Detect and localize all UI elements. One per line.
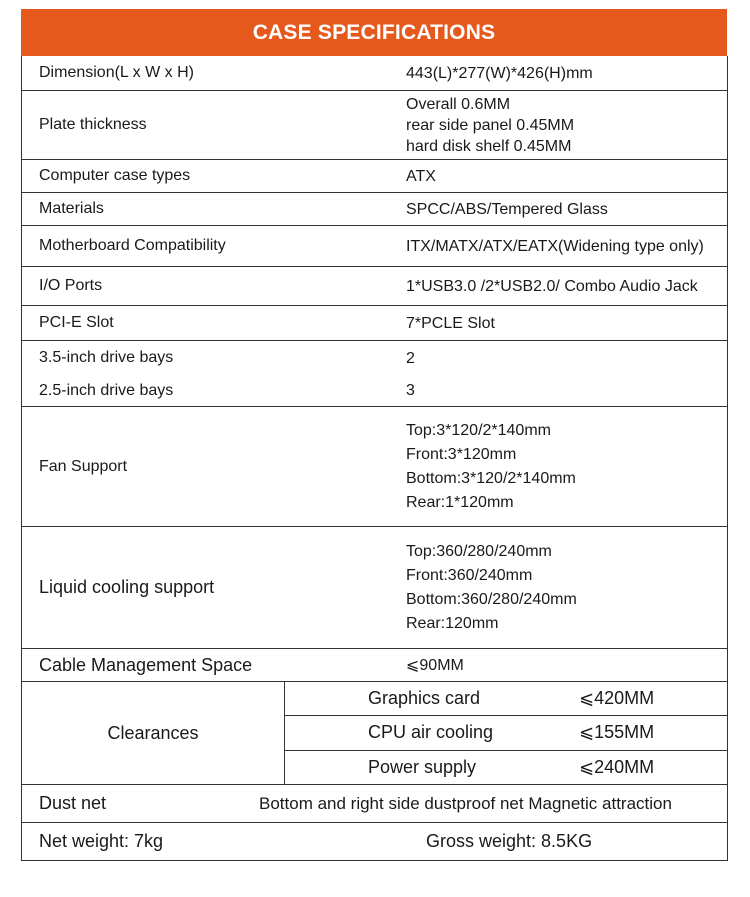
case-type-label: Computer case types: [39, 167, 191, 184]
table-header: [21, 9, 727, 56]
pcie-label: PCI-E Slot: [39, 314, 114, 331]
row-fan: [22, 406, 727, 526]
bay25-value: 3: [406, 382, 415, 399]
dimension-value: 443(L)*277(W)*426(H)mm: [406, 64, 593, 82]
plate-line: rear side panel 0.45MM: [406, 116, 575, 134]
row-liquid: [22, 526, 727, 648]
fan-line: Front:3*120mm: [406, 445, 517, 463]
fan-line: Bottom:3*120/2*140mm: [406, 469, 576, 487]
row-materials: [22, 192, 727, 225]
clearance-item: [285, 715, 727, 749]
row-case-type: [22, 159, 727, 192]
plate-line: Overall 0.6MM: [406, 95, 511, 113]
clearance-value: ⩽155MM: [579, 722, 655, 743]
cable-value: ⩽90MM: [406, 656, 464, 674]
cable-label: Cable Management Space: [39, 654, 253, 675]
materials-label: Materials: [39, 200, 104, 217]
row-pcie: [22, 305, 727, 340]
row-cable: [22, 648, 727, 681]
specs-table: [21, 56, 728, 861]
row-bay25: [22, 375, 727, 406]
fan-line: Top:3*120/2*140mm: [406, 421, 551, 439]
row-dust: [22, 784, 727, 822]
liquid-value: [406, 527, 727, 648]
clearance-name: Graphics card: [368, 688, 481, 709]
row-plate: [22, 90, 727, 159]
liquid-line: Rear:120mm: [406, 614, 499, 632]
header-title: CASE SPECIFICATIONS: [252, 20, 496, 44]
bay35-value: 2: [406, 349, 415, 367]
fan-label: Fan Support: [39, 457, 128, 475]
case-type-value: ATX: [406, 167, 436, 185]
clearances-list: [285, 682, 727, 784]
io-label: I/O Ports: [39, 277, 103, 294]
plate-label: Plate thickness: [39, 116, 147, 133]
row-weight: [22, 822, 727, 860]
gross-weight: Gross weight: 8.5KG: [426, 831, 593, 851]
liquid-line: Bottom:360/280/240mm: [406, 590, 577, 608]
clearance-name: Power supply: [368, 756, 477, 777]
row-motherboard: [22, 225, 727, 266]
row-dimension: [22, 56, 727, 90]
bay35-label: 3.5-inch drive bays: [39, 349, 174, 366]
motherboard-label: Motherboard Compatibility: [39, 237, 226, 254]
net-weight: Net weight: 7kg: [39, 831, 164, 851]
fan-value: [406, 407, 727, 526]
plate-line: hard disk shelf 0.45MM: [406, 137, 572, 155]
row-io: [22, 266, 727, 305]
motherboard-value: ITX/MATX/ATX/EATX(Widening type only): [406, 237, 704, 255]
pcie-value: 7*PCLE Slot: [406, 314, 495, 332]
plate-value: [406, 91, 727, 159]
dust-label: Dust net: [39, 793, 107, 813]
io-value: 1*USB3.0 /2*USB2.0/ Combo Audio Jack: [406, 277, 698, 295]
clearance-item: [285, 750, 727, 784]
bay25-label: 2.5-inch drive bays: [39, 381, 174, 399]
dust-value: Bottom and right side dustproof net Magnetic attraction: [259, 793, 672, 813]
clearance-value: ⩽420MM: [579, 688, 655, 709]
row-bay35: [22, 340, 727, 375]
liquid-line: Front:360/240mm: [406, 566, 533, 584]
clearance-name: CPU air cooling: [368, 722, 494, 743]
dimension-label: Dimension(L x W x H): [39, 64, 194, 81]
clearance-value: ⩽240MM: [579, 756, 655, 777]
fan-line: Rear:1*120mm: [406, 493, 514, 511]
row-clearances: [22, 681, 727, 784]
clearances-label: Clearances: [22, 682, 285, 784]
clearance-item: [285, 682, 727, 715]
materials-value: SPCC/ABS/Tempered Glass: [406, 200, 608, 218]
liquid-line: Top:360/280/240mm: [406, 542, 552, 560]
liquid-label: Liquid cooling support: [39, 577, 215, 597]
